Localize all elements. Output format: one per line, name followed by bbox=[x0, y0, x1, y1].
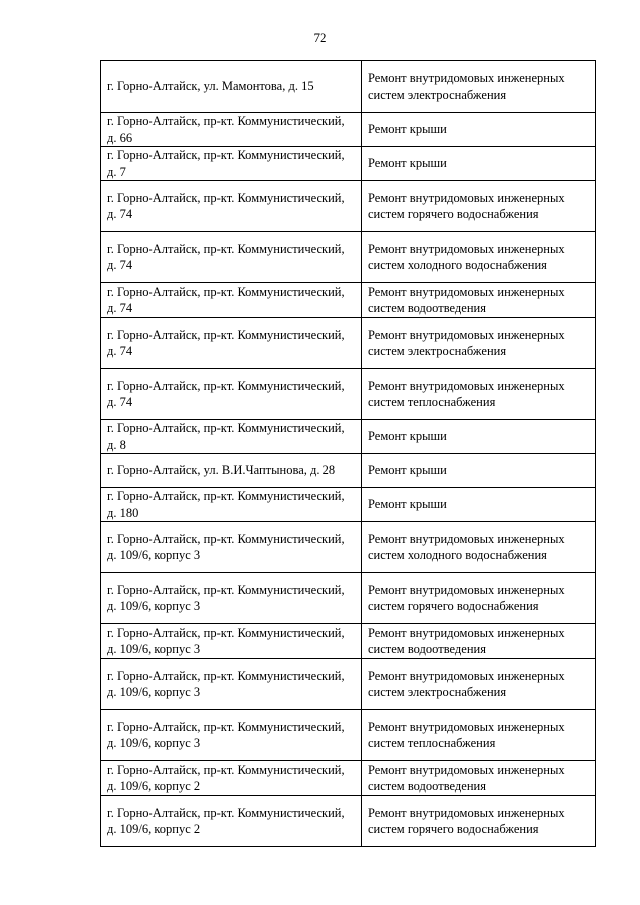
address-cell: г. Горно-Алтайск, пр-кт. Коммунистический, д. 74 bbox=[101, 181, 362, 232]
work-type-cell: Ремонт внутридомовых инженерных систем горячего водоснабжения bbox=[362, 573, 596, 624]
table-body bbox=[101, 61, 596, 847]
address-cell: г. Горно-Алтайск, пр-кт. Коммунистический, д. 66 bbox=[101, 113, 362, 147]
work-type-cell: Ремонт внутридомовых инженерных систем теплоснабжения bbox=[362, 369, 596, 420]
address-cell: г. Горно-Алтайск, пр-кт. Коммунистический, д. 109/6, корпус 3 bbox=[101, 573, 362, 624]
table-row bbox=[101, 420, 596, 454]
address-cell: г. Горно-Алтайск, пр-кт. Коммунистический, д. 109/6, корпус 3 bbox=[101, 522, 362, 573]
page-number: 72 bbox=[313, 30, 327, 45]
table-row bbox=[101, 659, 596, 710]
address-cell: г. Горно-Алтайск, пр-кт. Коммунистический, д. 109/6, корпус 3 bbox=[101, 659, 362, 710]
address-cell: г. Горно-Алтайск, пр-кт. Коммунистический, д. 8 bbox=[101, 420, 362, 454]
work-type-cell: Ремонт внутридомовых инженерных систем теплоснабжения bbox=[362, 710, 596, 761]
table-row bbox=[101, 761, 596, 796]
address-cell: г. Горно-Алтайск, пр-кт. Коммунистический, д. 109/6, корпус 3 bbox=[101, 624, 362, 659]
work-type-cell: Ремонт внутридомовых инженерных систем электроснабжения bbox=[362, 318, 596, 369]
work-type-cell: Ремонт крыши bbox=[362, 147, 596, 181]
table-row bbox=[101, 796, 596, 847]
address-cell: г. Горно-Алтайск, пр-кт. Коммунистический, д. 109/6, корпус 3 bbox=[101, 710, 362, 761]
work-type-cell: Ремонт внутридомовых инженерных систем холодного водоснабжения bbox=[362, 522, 596, 573]
table-row bbox=[101, 113, 596, 147]
work-type-cell: Ремонт крыши bbox=[362, 113, 596, 147]
work-type-cell: Ремонт внутридомовых инженерных систем электроснабжения bbox=[362, 659, 596, 710]
table-row bbox=[101, 181, 596, 232]
work-type-cell: Ремонт внутридомовых инженерных систем холодного водоснабжения bbox=[362, 232, 596, 283]
work-type-cell: Ремонт внутридомовых инженерных систем горячего водоснабжения bbox=[362, 796, 596, 847]
address-cell: г. Горно-Алтайск, ул. В.И.Чаптынова, д. 28 bbox=[101, 454, 362, 488]
address-cell: г. Горно-Алтайск, пр-кт. Коммунистический, д. 180 bbox=[101, 488, 362, 522]
work-type-cell: Ремонт крыши bbox=[362, 420, 596, 454]
address-cell: г. Горно-Алтайск, пр-кт. Коммунистический, д. 74 bbox=[101, 318, 362, 369]
work-type-cell: Ремонт внутридомовых инженерных систем горячего водоснабжения bbox=[362, 181, 596, 232]
address-cell: г. Горно-Алтайск, пр-кт. Коммунистический, д. 74 bbox=[101, 283, 362, 318]
work-type-cell: Ремонт внутридомовых инженерных систем водоотведения bbox=[362, 283, 596, 318]
table-row bbox=[101, 522, 596, 573]
table-row bbox=[101, 624, 596, 659]
table-row bbox=[101, 283, 596, 318]
table-row bbox=[101, 232, 596, 283]
work-type-cell: Ремонт внутридомовых инженерных систем водоотведения bbox=[362, 761, 596, 796]
work-type-cell: Ремонт крыши bbox=[362, 488, 596, 522]
table-row bbox=[101, 318, 596, 369]
address-cell: г. Горно-Алтайск, пр-кт. Коммунистический, д. 74 bbox=[101, 369, 362, 420]
table-row bbox=[101, 147, 596, 181]
table-row bbox=[101, 488, 596, 522]
address-cell: г. Горно-Алтайск, пр-кт. Коммунистический, д. 7 bbox=[101, 147, 362, 181]
work-type-cell: Ремонт крыши bbox=[362, 454, 596, 488]
table-row bbox=[101, 61, 596, 113]
address-cell: г. Горно-Алтайск, пр-кт. Коммунистический, д. 109/6, корпус 2 bbox=[101, 796, 362, 847]
address-cell: г. Горно-Алтайск, пр-кт. Коммунистический, д. 109/6, корпус 2 bbox=[101, 761, 362, 796]
table-row bbox=[101, 573, 596, 624]
table-row bbox=[101, 369, 596, 420]
works-table bbox=[100, 60, 596, 847]
work-type-cell: Ремонт внутридомовых инженерных систем водоотведения bbox=[362, 624, 596, 659]
table-row bbox=[101, 454, 596, 488]
work-type-cell: Ремонт внутридомовых инженерных систем электроснабжения bbox=[362, 61, 596, 113]
address-cell: г. Горно-Алтайск, пр-кт. Коммунистический, д. 74 bbox=[101, 232, 362, 283]
address-cell: г. Горно-Алтайск, ул. Мамонтова, д. 15 bbox=[101, 61, 362, 113]
table-row bbox=[101, 710, 596, 761]
